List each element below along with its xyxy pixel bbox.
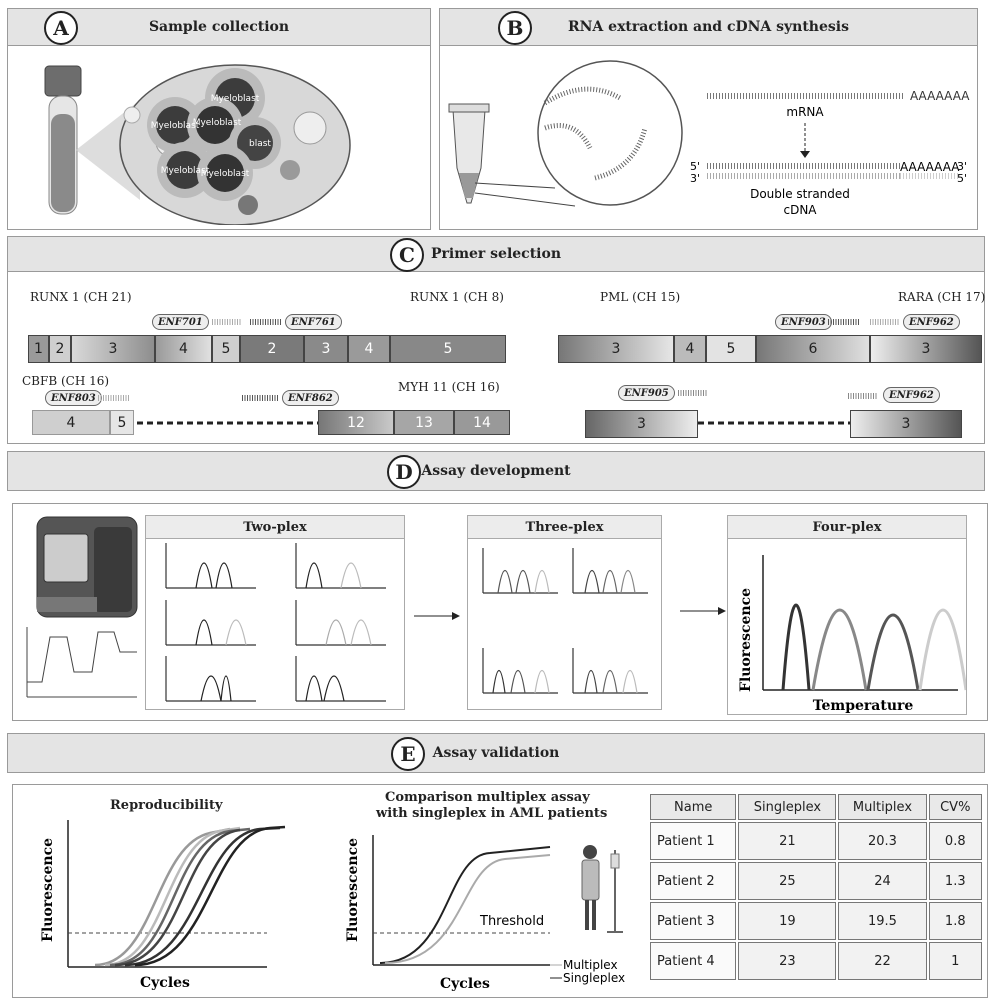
exon-myh-13: 13 [394, 410, 454, 435]
panel-d-badge: D [387, 455, 421, 489]
table-header: Multiplex [838, 794, 926, 820]
repro-title: Reproducibility [110, 798, 223, 813]
patient-icon [575, 840, 635, 940]
table-cell: 19 [738, 902, 836, 940]
exon-rara-b-3: 3 [850, 410, 962, 438]
table-cell: 23 [738, 942, 836, 980]
exon-pml-5: 5 [706, 335, 756, 363]
cell-label-5: blast [249, 139, 271, 149]
table-row [650, 822, 982, 860]
panel-c-title: Primer selection [430, 246, 562, 262]
gene-runx1-ch8: RUNX 1 (CH 8) [410, 290, 504, 304]
exon-pml-6: 6 [756, 335, 870, 363]
threshold-label: Threshold [480, 914, 545, 929]
panel-e-title: Assay validation [432, 745, 560, 761]
primer-enf701: ENF701 [152, 314, 209, 330]
primer-enf905: ENF905 [618, 385, 675, 401]
panel-a-title: Sample collection [148, 19, 290, 35]
three-prime-top: 3' [957, 160, 968, 173]
exon-runx8-3: 3 [304, 335, 348, 363]
exon-myh-14: 14 [454, 410, 510, 435]
mrna-label: mRNA [786, 105, 824, 119]
exon-runx-2: 2 [49, 335, 71, 363]
compare-ylabel: Fluorescence [345, 838, 361, 942]
table-cell: 0.8 [929, 822, 982, 860]
thermal-profile-chart [27, 632, 137, 682]
legend-multiplex: Multiplex [563, 958, 618, 972]
primer-enf962-a: ENF962 [903, 314, 960, 330]
exon-pml-3: 3 [558, 335, 674, 363]
table-cell: 1 [929, 942, 982, 980]
panel-b-title: RNA extraction and cDNA synthesis [568, 19, 849, 35]
fourplex-title: Four-plex [728, 516, 966, 539]
exon-runx-1: 1 [28, 335, 49, 363]
validation-table [648, 792, 984, 982]
compare-title-2: with singleplex in AML patients [376, 806, 608, 821]
table-cell: Patient 4 [650, 942, 736, 980]
legend-singleplex: Singleplex [563, 971, 626, 985]
panel-e-badge: E [391, 737, 425, 771]
table-cell: 20.3 [838, 822, 926, 860]
exon-runx8-5: 5 [390, 335, 506, 363]
table-cell: 1.3 [929, 862, 982, 900]
table-header: Name [650, 794, 736, 820]
panel-d-title: Assay development [421, 463, 571, 479]
fourplex-ylabel: Fluorescence [738, 588, 754, 692]
five-prime-top: 5' [690, 160, 701, 173]
cell-label-2: Myeloblast [150, 121, 200, 131]
table-header-row [650, 794, 982, 820]
table-cell: 19.5 [838, 902, 926, 940]
exon-pml-b-3: 3 [585, 410, 698, 438]
arrow-1 [412, 610, 462, 622]
gene-myh11: MYH 11 (CH 16) [398, 380, 500, 394]
panel-c-badge: C [390, 238, 424, 272]
exon-rara-3: 3 [870, 335, 982, 363]
table-row [650, 862, 982, 900]
table-cell: 24 [838, 862, 926, 900]
twoplex-box [145, 515, 405, 710]
table-header: Singleplex [738, 794, 836, 820]
repro-ylabel: Fluorescence [40, 838, 56, 942]
gene-cbfb: CBFB (CH 16) [22, 374, 110, 388]
table-cell: Patient 1 [650, 822, 736, 860]
qpcr-machine [22, 512, 142, 712]
repro-xlabel: Cycles [140, 975, 190, 991]
table-cell: 25 [738, 862, 836, 900]
compare-title-1: Comparison multiplex assay [385, 790, 590, 805]
threeplex-box [467, 515, 662, 710]
exon-runx-4: 4 [155, 335, 212, 363]
compare-xlabel: Cycles [440, 976, 490, 992]
panel-e-header [7, 733, 985, 773]
cell-label-3: Myeloblast [192, 118, 242, 128]
exon-cbfb-5: 5 [110, 410, 134, 435]
panel-b-badge: B [498, 11, 532, 45]
mrna-polya: AAAAAAA [910, 89, 970, 103]
five-prime-bottom: 5' [957, 172, 968, 185]
exon-runx-3: 3 [71, 335, 155, 363]
primer-enf803: ENF803 [45, 390, 102, 406]
table-row [650, 902, 982, 940]
table-row [650, 942, 982, 980]
gene-runx1-ch21: RUNX 1 (CH 21) [30, 290, 132, 304]
panel-a-badge: A [44, 11, 78, 45]
table-cell: 22 [838, 942, 926, 980]
exon-myh-12: 12 [318, 410, 394, 435]
twoplex-title: Two-plex [146, 516, 404, 539]
gene-rara: RARA (CH 17) [898, 290, 986, 304]
fourplex-xlabel: Temperature [812, 698, 914, 714]
fourplex-chart [728, 540, 966, 714]
exon-pml-4: 4 [674, 335, 706, 363]
threeplex-title: Three-plex [468, 516, 661, 539]
three-prime-bottom: 3' [690, 172, 701, 185]
primer-enf903: ENF903 [775, 314, 832, 330]
exon-runx8-4: 4 [348, 335, 390, 363]
twoplex-plots [146, 538, 404, 708]
ds-polya: AAAAAAA [900, 160, 960, 174]
arrow-2 [678, 605, 728, 617]
table-header: CV% [929, 794, 982, 820]
ds-label-1: Double stranded [750, 187, 850, 201]
gene-pml: PML (CH 15) [600, 290, 681, 304]
reproducibility-chart [35, 815, 290, 995]
table-cell: 21 [738, 822, 836, 860]
primer-enf862: ENF862 [282, 390, 339, 406]
exon-cbfb-4: 4 [32, 410, 110, 435]
panel-d-header [7, 451, 985, 491]
primer-enf761: ENF761 [285, 314, 342, 330]
cell-label-4: Myeloblast [160, 166, 210, 176]
exon-runx8-2: 2 [240, 335, 304, 363]
primer-enf962-b: ENF962 [883, 387, 940, 403]
ds-label-2: cDNA [783, 203, 817, 217]
cell-label-1: Myeloblast [210, 94, 260, 104]
exon-runx-5: 5 [212, 335, 240, 363]
table-cell: 1.8 [929, 902, 982, 940]
table-cell: Patient 3 [650, 902, 736, 940]
table-cell: Patient 2 [650, 862, 736, 900]
cell-label-6: Myeloblast [200, 169, 250, 179]
primer-strands [0, 0, 1000, 450]
threeplex-plots [468, 538, 661, 708]
